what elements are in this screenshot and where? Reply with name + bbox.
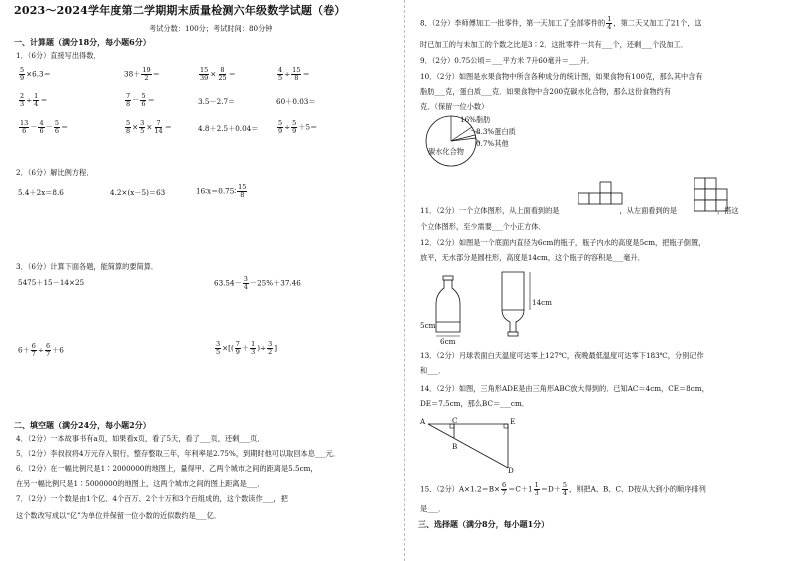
bottle-upright xyxy=(436,280,460,332)
calc-expr-1: 5475＋15－14×25 xyxy=(18,278,85,287)
question-12-line-1: 12．（2分）如图是一个底面内直径为6cm的瓶子，瓶子内水的高度是5cm，把瓶子倒置， xyxy=(420,238,706,247)
calc-expr-2: 63.54－ $\frac{3}{4}$ －25%＋37.46 xyxy=(214,275,301,291)
question-7-line-1: 7．（2分）一个数是由1个亿、4个百万、2个十万和3个百组成的，这个数读作___，把 xyxy=(16,494,288,503)
question-14-line-1: 14．（2分）如图，三角形ADE是由三角形ABC放大得到的．已知AC＝4cm，CE＝8cm， xyxy=(420,384,709,393)
calc-2-4: 60＋0.03＝ xyxy=(276,97,316,106)
triangle-figure xyxy=(422,414,522,474)
question-4: 4．（2分）一本故事书有a页，如果看x页，看了5天，看了___页，还剩___页． xyxy=(16,434,265,443)
section-3-heading: 三、选择题（满分8分，每小题1分） xyxy=(418,519,550,529)
pie-label-other: 0.7%其他 xyxy=(476,139,509,148)
calc-2-3: 3.5－2.7＝ xyxy=(198,97,236,106)
calc-expr-3: 6＋ $\frac{6}{7}$ ÷ $\frac{6}{7}$ ＋6 xyxy=(18,342,64,358)
question-6-line-2: 在另一幅比例尺是1∶5000000的地图上，这两个城市之间的图上距离是___． xyxy=(16,479,265,488)
page-title: 2023～2024学年度第二学期期末质量检测六年级数学试题（卷） xyxy=(14,4,346,17)
question-6-line-1: 6．（2分）在一幅比例尺是1∶2000000的地图上，量得甲、乙两个城市之间的距离是5.5cm， xyxy=(16,464,318,473)
question-1: 1．（6分）直接写出得数． xyxy=(16,51,101,60)
bottle-figure xyxy=(430,266,540,344)
section-1-heading: 一、计算题（满分18分，每小题6分） xyxy=(14,37,151,47)
question-15-line-2: 是___． xyxy=(420,504,446,513)
calc-2-1: $\frac{2}{3}$ ÷ $\frac{1}{4}$ ＝ xyxy=(20,92,48,108)
calc-3-3: 4.8＋2.5＋0.04＝ xyxy=(198,124,259,133)
calc-1-4: $\frac{4}{5}$ ÷ $\frac{15}{8}$ ＝ xyxy=(278,66,310,82)
question-10-line-2: 脂肪___克，蛋白质___克．如果食物中含200克碳水化合物，那么这份食物约有 xyxy=(420,87,671,96)
question-9: 9．（2分）0.75公顷＝___平方米 7升60毫升＝___升． xyxy=(420,56,595,65)
question-11-line-1: 11．（2分）一个立体图形，从上面看到的是 ，从左面看到的是 ，搭这 xyxy=(420,206,739,215)
pie-label-fat: 16%脂肪 xyxy=(460,115,491,124)
question-7-line-2: 这个数改写成以“亿”为单位并保留一位小数的近似数约是___亿． xyxy=(16,511,222,520)
left-column xyxy=(14,0,390,561)
question-13-line-2: 和___． xyxy=(420,366,446,375)
calc-expr-4: $\frac{3}{5}$ ×[( $\frac{7}{9}$ ＋ $\frac{1}{3}$ )÷ $\frac{3}{2}$ ] xyxy=(216,340,278,356)
equation-2: 4.2×(x－5)＝63 xyxy=(110,188,166,197)
calc-1-2: 38＋ $\frac{19}{2}$ ＝ xyxy=(124,66,160,82)
question-14-line-2: DE＝7.5cm，那么BC＝___cm． xyxy=(420,399,529,408)
point-label-e: E xyxy=(510,417,516,426)
question-10-line-3: 克．（保留一位小数） xyxy=(420,102,489,111)
bottle-label-diameter: 6cm xyxy=(440,337,456,346)
calc-1-3: $\frac{15}{39}$ × $\frac{8}{25}$ ＝ xyxy=(200,66,236,82)
question-10-line-1: 10．（2分）如图是水果食物中所含各种成分的统计图，如果食物有100克，那么其中含有 xyxy=(420,72,703,81)
calc-3-2: $\frac{5}{8}$ × $\frac{3}{5}$ × $\frac{7}{14}$ ＝ xyxy=(126,119,172,135)
question-11-line-2: 个立体图形，至少需要___个小正方体． xyxy=(420,222,546,231)
point-label-c: C xyxy=(452,416,458,425)
question-5: 5．（2分）李叔叔将4万元存入银行，整存整取三年，年利率是2.75%，到期时他可以取回本息___元． xyxy=(16,449,341,458)
calc-3-1: $\frac{13}{6}$ － $\frac{4}{6}$ － $\frac{5}{6}$ ＝ xyxy=(20,119,69,135)
question-8-line-1: 8．（2分）李师傅加工一批零件，第一天加工了全部零件的 $\frac{1}{4}$ ，第二天又加工了21个，这 xyxy=(420,15,702,31)
calc-3-4: $\frac{5}{9}$ ÷ $\frac{5}{9}$ ＋5＝ xyxy=(278,119,318,135)
question-15-line-1: 15．（2分）A×1.2＝B× $\frac{6}{7}$ ＝C＋1 $\frac{1}{3}$ ＝D＋ $\frac{5}{4}$ ，则把A、B、C、D按从大到小的顺序排列 xyxy=(420,481,706,497)
column-divider xyxy=(404,0,405,561)
calc-1-1: $\frac{5}{9}$ ×6.3＝ xyxy=(20,66,51,82)
bottle-label-air-height: 14cm xyxy=(532,298,552,307)
point-label-a: A xyxy=(420,417,426,426)
question-8-line-2: 时已加工的与未加工的个数之比是3∶2．这批零件一共有___个，还剩___个没加工． xyxy=(420,40,688,49)
fraction: $\frac{5}{9}$ xyxy=(20,66,25,82)
equation-3: 16∶x＝0.75∶ $\frac{15}{8}$ xyxy=(196,183,247,199)
question-12-line-2: 放平，无水部分是圆柱形，高度是14cm，这个瓶子的容积是___毫升． xyxy=(420,253,645,262)
question-3: 3．（6分）计算下面各题，能简算的要简算． xyxy=(16,262,159,271)
point-label-d: D xyxy=(508,466,514,475)
right-column xyxy=(418,0,786,561)
calc-2-2: $\frac{7}{8}$ － $\frac{5}{6}$ ＝ xyxy=(126,92,155,108)
equation-1: 5.4＋2x＝8.6 xyxy=(18,188,64,197)
question-2: 2．（6分）解比例方程． xyxy=(16,168,94,177)
section-2-heading: 二、填空题（满分24分，每小题2分） xyxy=(14,420,151,430)
bottle-inverted xyxy=(502,272,524,332)
bottle-label-water-height: 5cm xyxy=(420,321,436,330)
left-view-figure xyxy=(694,176,728,224)
pie-label-carbs: 碳水化合物 xyxy=(428,147,464,156)
question-13-line-1: 13．（2分）月球表面白天温度可达零上127℃，夜晚最低温度可达零下183℃，分别记作 xyxy=(420,351,704,360)
pie-label-protein: 8.3%蛋白质 xyxy=(476,127,516,136)
point-label-b: B xyxy=(452,442,458,451)
exam-meta: 考试分数：100分；考试时间：80分钟 xyxy=(149,24,273,33)
